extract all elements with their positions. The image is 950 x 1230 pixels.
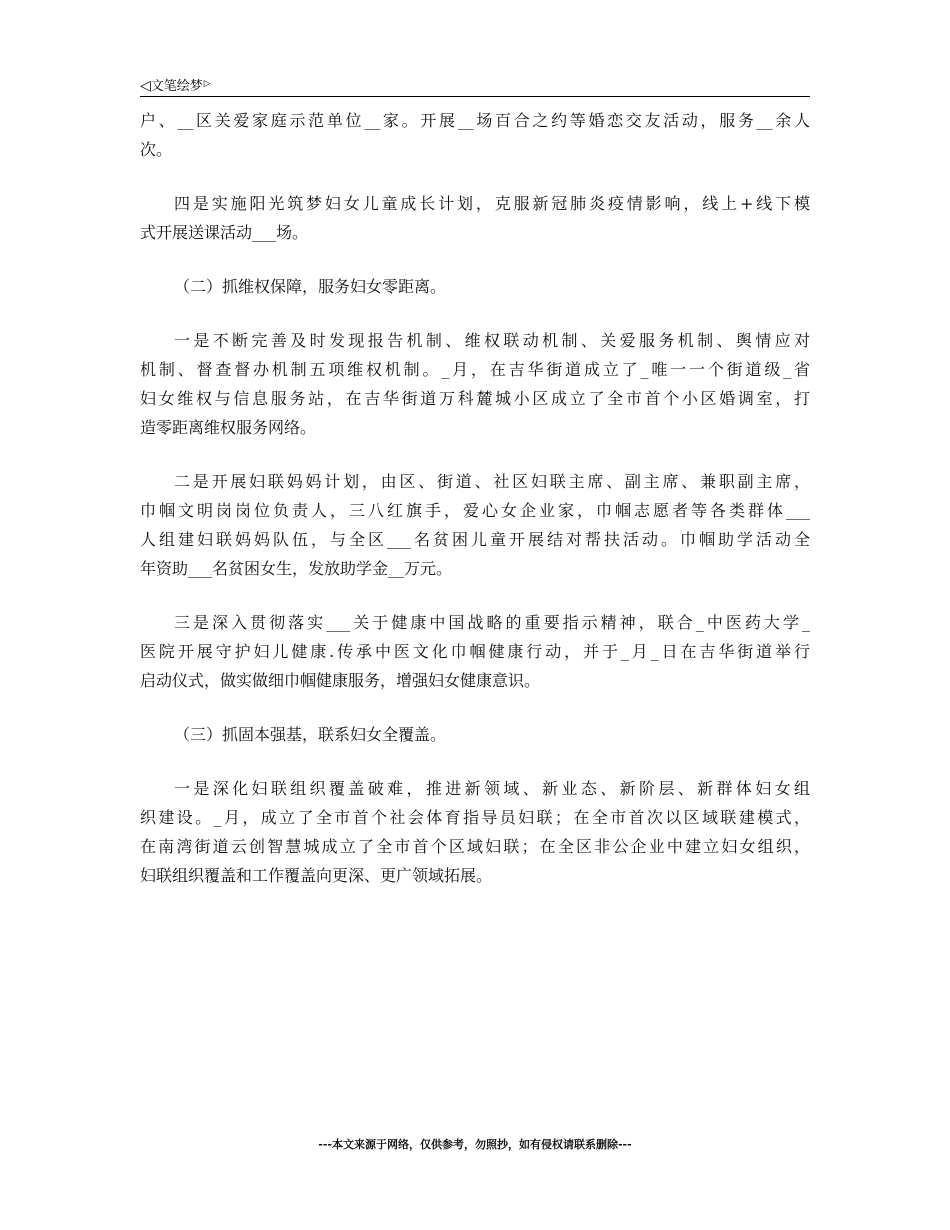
paragraph-line: 医院开展守护妇儿健康.传承中医文化巾帼健康行动，并于_月_日在吉华街道举行 [140, 642, 810, 661]
paragraph-line: 四是实施阳光筑梦妇女儿童成长计划，克服新冠肺炎疫情影响，线上+线下模 [174, 194, 810, 213]
paragraph-line: 式开展送课活动___场。 [140, 223, 309, 242]
paragraph-line: 次。 [140, 140, 173, 159]
paragraph-line: 织建设。_月，成立了全市首个社会体育指导员妇联；在全市首次以区域联建模式， [140, 808, 810, 827]
paragraph-line: 巾帼文明岗岗位负责人，三八红旗手，爱心女企业家，巾帼志愿者等各类群体___ [140, 501, 810, 520]
paragraph-line: 机制、督查督办机制五项维权机制。_月，在吉华街道成立了_唯一一个街道级_省 [140, 360, 810, 379]
section-heading: （三）抓固本强基，联系妇女全覆盖。 [174, 725, 447, 744]
left-triangle-icon: ◁ [140, 78, 151, 94]
paragraph-line: 造零距离维权服务网络。 [140, 418, 317, 437]
paragraph-line: 年资助___名贫困女生，发放助学金__万元。 [140, 559, 453, 578]
paragraph-line: 妇女维权与信息服务站，在吉华街道万科麓城小区成立了全市首个小区婚调室，打 [140, 389, 810, 408]
paragraph-line: 户、__区关爱家庭示范单位__家。开展__场百合之约等婚恋交友活动，服务__余人 [140, 111, 810, 130]
document-body [140, 106, 810, 890]
paragraph-line: 在南湾街道云创智慧城成立了全市首个区域妇联；在全区非公企业中建立妇女组织， [140, 837, 810, 856]
header-logo [140, 74, 211, 97]
paragraph-line: 妇联组织覆盖和工作覆盖向更深、更广领域拓展。 [140, 866, 493, 885]
paragraph-line: 一是深化妇联组织覆盖破难，推进新领域、新业态、新阶层、新群体妇女组 [174, 779, 810, 798]
right-triangle-icon: ▷ [203, 79, 211, 89]
page-footer-disclaimer: ---本文来源于网络，仅供参考，勿照抄，如有侵权请联系删除--- [318, 1138, 632, 1151]
paragraph-line: 二是开展妇联妈妈计划，由区、街道、社区妇联主席、副主席、兼职副主席， [174, 472, 810, 491]
paragraph-line: 人组建妇联妈妈队伍，与全区___名贫困儿童开展结对帮扶活动。巾帼助学活动全 [140, 530, 810, 549]
header-title: 文笔绘梦 [150, 79, 203, 94]
paragraph-line: 三是深入贯彻落实___关于健康中国战略的重要指示精神，联合_中医药大学_ [174, 613, 810, 632]
page-header [140, 74, 810, 97]
section-heading: （二）抓维权保障，服务妇女零距离。 [174, 277, 447, 296]
paragraph-line: 一是不断完善及时发现报告机制、维权联动机制、关爱服务机制、舆情应对 [174, 331, 810, 350]
paragraph-line: 启动仪式，做实做细巾帼健康服务，增强妇女健康意识。 [140, 671, 541, 690]
